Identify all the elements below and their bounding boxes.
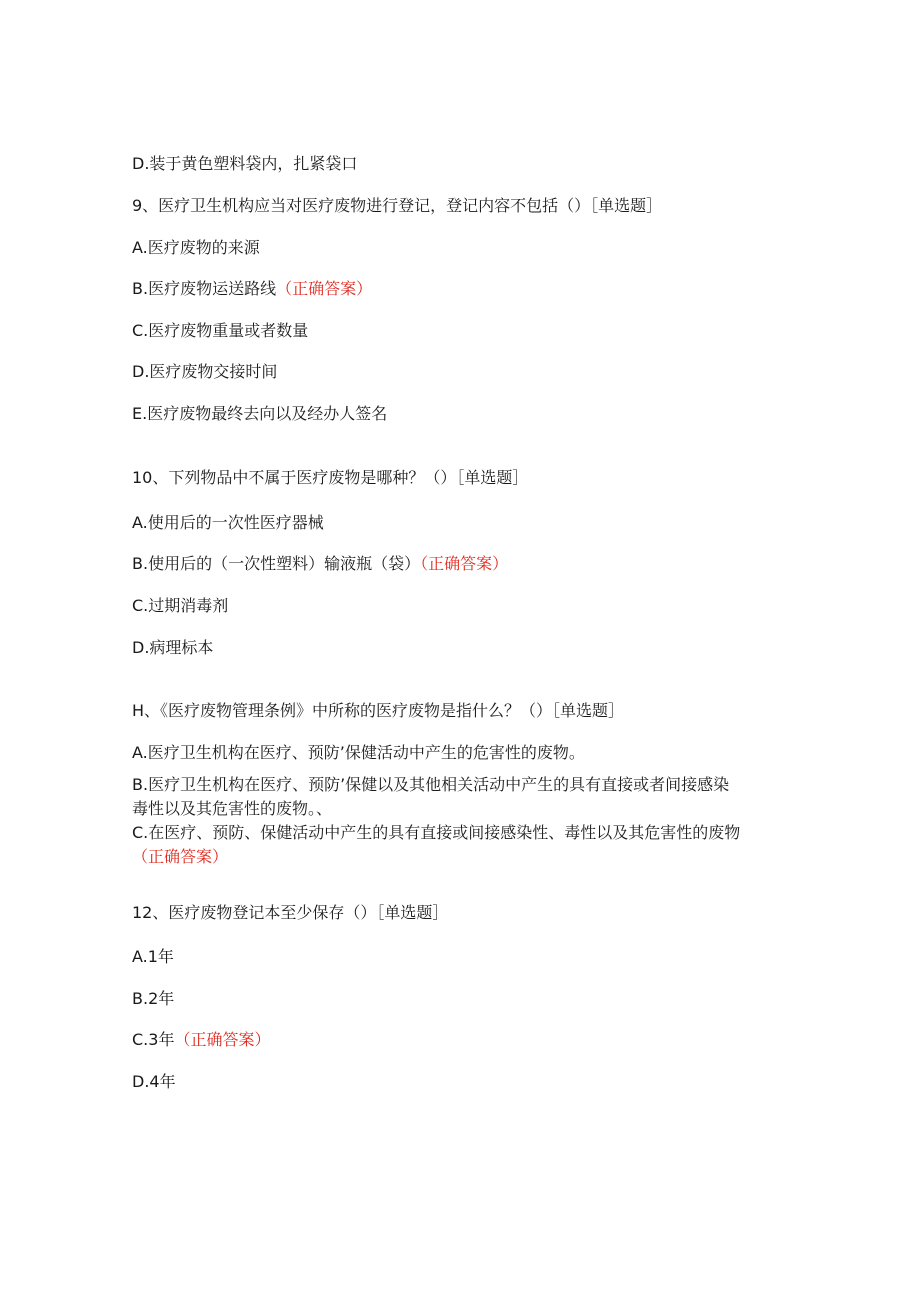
option-text: B.医疗卫生机构在医疗、预防’保健以及其他相关活动中产生的具有直接或者间接感染 <box>132 775 730 794</box>
q11-option-b-line1 <box>132 773 729 797</box>
q11-option-c-line1 <box>132 821 740 845</box>
option-text: D.装于黄色塑料袋内，扎紧袋口 <box>132 154 358 173</box>
option-text: E.医疗废物最终去向以及经办人签名 <box>132 404 388 423</box>
q11-option-c-line2 <box>132 845 228 869</box>
question-text: 10、下列物品中不属于医疗废物是哪种？（）［单选题］ <box>132 468 529 487</box>
option-text: A.使用后的一次性医疗器械 <box>132 513 324 532</box>
option-text: A.医疗废物的来源 <box>132 238 260 257</box>
option-text: A.医疗卫生机构在医疗、预防’保健活动中产生的危害性的废物。 <box>132 743 585 762</box>
question-text: 9、医疗卫生机构应当对医疗废物进行登记，登记内容不包括（）［单选题］ <box>132 196 663 215</box>
option-text: D.4年 <box>132 1072 176 1091</box>
option-text: B.2年 <box>132 989 175 1008</box>
q10-option-c <box>132 594 228 618</box>
q9-option-e <box>132 402 387 426</box>
q11-option-b-line2 <box>132 797 332 821</box>
q9-option-b <box>132 277 372 301</box>
q9-option-a <box>132 236 260 260</box>
q12-option-c <box>132 1028 270 1052</box>
correct-answer-label: （正确答案） <box>276 279 373 298</box>
q12-option-b <box>132 987 174 1011</box>
option-text: 毒性以及其危害性的废物。、 <box>132 799 333 818</box>
option-text: B.使用后的（一次性塑料）输液瓶（袋） <box>132 554 421 573</box>
question-11 <box>132 699 624 723</box>
q11-option-a <box>132 741 585 765</box>
q9-option-c <box>132 319 308 343</box>
option-text: C.在医疗、预防、保健活动中产生的具有直接或间接感染性、毒性以及其危害性的废物 <box>132 823 741 842</box>
q10-option-d <box>132 636 213 660</box>
question-text: H、《医疗废物管理条例》中所称的医疗废物是指什么？（）［单选题］ <box>132 701 625 720</box>
q10-option-b <box>132 552 508 576</box>
option-text: B.医疗废物运送路线 <box>132 279 277 298</box>
q9-option-d <box>132 360 277 384</box>
option-text: C.医疗废物重量或者数量 <box>132 321 309 340</box>
question-text: 12、医疗废物登记本至少保存（）［单选题］ <box>132 903 449 922</box>
option-text: C.3年 <box>132 1030 175 1049</box>
question-12 <box>132 901 448 925</box>
q12-option-d <box>132 1070 176 1094</box>
q10-option-a <box>132 511 324 535</box>
q12-option-a <box>132 945 174 969</box>
question-10 <box>132 466 528 490</box>
option-d-prev <box>132 152 357 176</box>
correct-answer-label: （正确答案） <box>132 847 229 866</box>
option-text: D.医疗废物交接时间 <box>132 362 278 381</box>
correct-answer-label: （正确答案） <box>174 1030 271 1049</box>
correct-answer-label: （正确答案） <box>420 554 509 573</box>
option-text: D.病理标本 <box>132 638 214 657</box>
option-text: A.1年 <box>132 947 174 966</box>
option-text: C.过期消毒剂 <box>132 596 229 615</box>
question-9 <box>132 194 662 218</box>
